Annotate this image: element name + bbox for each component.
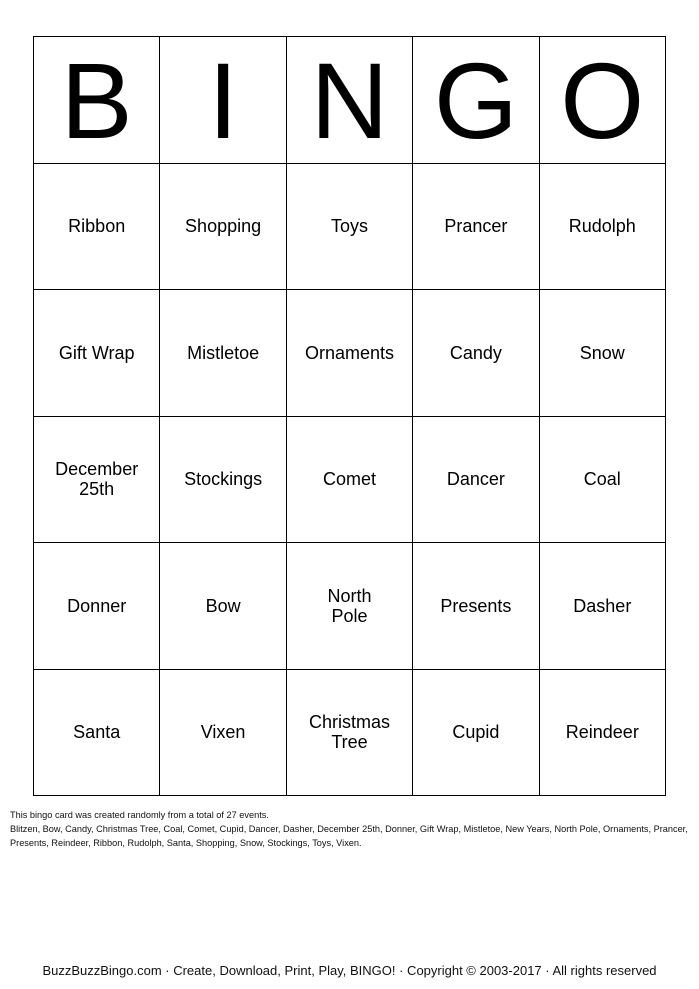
bingo-cell: Dancer bbox=[413, 417, 539, 544]
bingo-cell: Coal bbox=[540, 417, 666, 544]
note-event-list: Blitzen, Bow, Candy, Christmas Tree, Coal, Comet, Cupid, Dancer, Dasher, December 25th, Donner, Gift Wrap, Mistletoe, New Years, North Pole, Ornaments, Prancer, Presents, Reindeer, Ribbon, Rudolph, Santa, Shopping, Snow, Stockings, Toys, Vixen. bbox=[10, 824, 688, 848]
page-footer: BuzzBuzzBingo.com · Create, Download, Print, Play, BINGO! · Copyright © 2003-2017 · All rights reserved bbox=[42, 963, 657, 978]
bingo-cell: Candy bbox=[413, 290, 539, 417]
bingo-cell: Toys bbox=[287, 164, 413, 291]
bingo-cell: Stockings bbox=[160, 417, 286, 544]
bingo-cell: Donner bbox=[34, 543, 160, 670]
note-summary: This bingo card was created randomly from a total of 27 events. bbox=[10, 810, 269, 820]
bingo-cell: Santa bbox=[34, 670, 160, 797]
bingo-cell: Shopping bbox=[160, 164, 286, 291]
bingo-cell: Mistletoe bbox=[160, 290, 286, 417]
bingo-cell: Bow bbox=[160, 543, 286, 670]
bingo-cell: Ribbon bbox=[34, 164, 160, 291]
bingo-card bbox=[33, 36, 666, 796]
bingo-cell: Gift Wrap bbox=[34, 290, 160, 417]
header-letter-n: N bbox=[287, 37, 413, 164]
bingo-cell: Rudolph bbox=[540, 164, 666, 291]
bingo-cell: Prancer bbox=[413, 164, 539, 291]
header-letter-b: B bbox=[34, 37, 160, 164]
header-letter-o: O bbox=[540, 37, 666, 164]
bingo-cell: Snow bbox=[540, 290, 666, 417]
bingo-cell: December 25th bbox=[34, 417, 160, 544]
bingo-cell: Comet bbox=[287, 417, 413, 544]
event-list-note bbox=[10, 808, 690, 850]
header-letter-i: I bbox=[160, 37, 286, 164]
bingo-cell: Presents bbox=[413, 543, 539, 670]
header-letter-g: G bbox=[413, 37, 539, 164]
bingo-cell: Dasher bbox=[540, 543, 666, 670]
bingo-cell: North Pole bbox=[287, 543, 413, 670]
bingo-cell: Cupid bbox=[413, 670, 539, 797]
bingo-cell: Christmas Tree bbox=[287, 670, 413, 797]
bingo-cell: Ornaments bbox=[287, 290, 413, 417]
bingo-cell: Reindeer bbox=[540, 670, 666, 797]
bingo-cell: Vixen bbox=[160, 670, 286, 797]
